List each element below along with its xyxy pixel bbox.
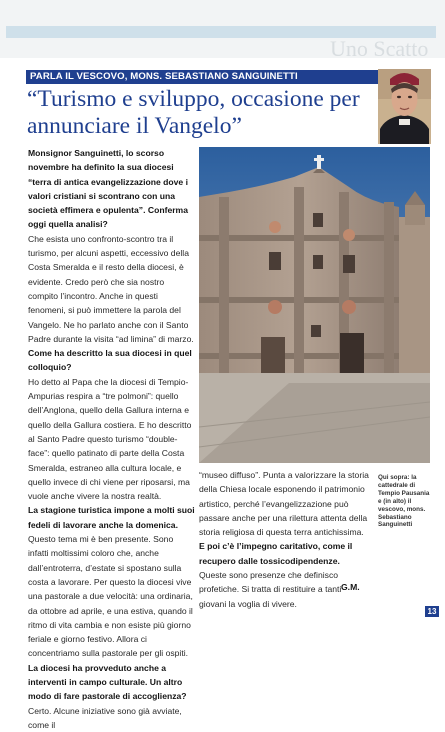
interview-question: Come ha descritto la sua diocesi in quel colloquio? [28,348,192,373]
photo-caption: Qui sopra: la cattedrale di Tempio Pausania e (in alto) il vescovo, mons. Sebastiano Sanguinetti [378,474,430,529]
author-signature: G.M. [341,582,360,592]
interview-question: E poi c’è l’impegno caritativo, come il recupero dalle tossicodipendenze. [199,541,353,566]
interview-question: La stagione turistica impone a molti suoi fedeli di lavorare anche la domenica. [28,505,195,530]
article-title: “Turismo e sviluppo, occasione per annunciare il Vangelo” [27,86,360,139]
bishop-portrait-photo [378,69,431,144]
interview-answer: Queste sono presenze che definisco profetiche. Si tratta di restituire a tanti giovani la voglia di vivere. [199,570,342,609]
section-label-bar [26,70,381,84]
interview-question: Monsignor Sanguinetti, lo scorso novembre ha definito la sua diocesi “terra di antica evangelizzazione dove i valori cristiani si scontrano con una società effimera e opulenta”. Conferma oggi quella analisi? [28,148,188,230]
interview-answer: Ho detto al Papa che la diocesi di Tempio-Ampurias respira a “tre polmoni”: quello dell’Anglona, quello della Gallura interna e quello della Gallura costiera. E ho descritto al Santo Padre questo turismo “double-face”: quello patinato di parte della Costa Smeralda, estraneo alla cultura locale, e quello invece di chi viene per riposarsi, ma vuole anche vivere la nostra realtà. [28,376,192,502]
article-column-left [28,146,196,732]
interview-answer: Che esista uno confronto-scontro tra il turismo, per alcuni aspetti, eccessivo della Costa Smeralda e il resto della diocesi, è evidente. Credo però che sia nostro compito l’incontro. Anche in questi fenomeni, si può immettere la parola del Vangelo. Ne ho parlato anche con il Santo Padre durante la visita “ad limina” di marzo. [28,233,194,344]
faint-background-heading: Uno Scatto [330,36,429,61]
cathedral-facade-icon [199,147,430,463]
bishop-portrait-icon [378,69,431,144]
interview-answer: “museo diffuso”. Punta a valorizzare la storia della Chiesa locale esponendo il patrimonio artistico, perché l’evangelizzazione può passare anche per una rilettura attenta della storia religiosa di questa terra antichissima. [199,470,369,538]
interview-answer: Certo. Alcune iniziative sono già avviate, come il [28,705,182,730]
section-label: PARLA IL VESCOVO, MONS. SEBASTIANO SANGUINETTI [30,71,298,82]
interview-answer: Questo tema mi è ben presente. Sono infatti moltissimi coloro che, anche dall’entroterra, d’estate si spostano sulla costa a lavorare. Per questo la diocesi vive una pastorale a due velocità: una ordinaria, da ottobre ad aprile, e una estiva, quando il ritmo di vita cambia e non esiste più giorno feriale e giorno festivo. Allora ci concentriamo sulla pastorale per gli ospiti. [28,534,193,659]
top-banner [0,0,445,61]
cathedral-photo [199,147,430,463]
page-number: 13 [425,606,439,617]
interview-question: La diocesi ha provveduto anche a interventi in campo culturale. Un altro modo di fare pastorale di accoglienza? [28,662,187,702]
